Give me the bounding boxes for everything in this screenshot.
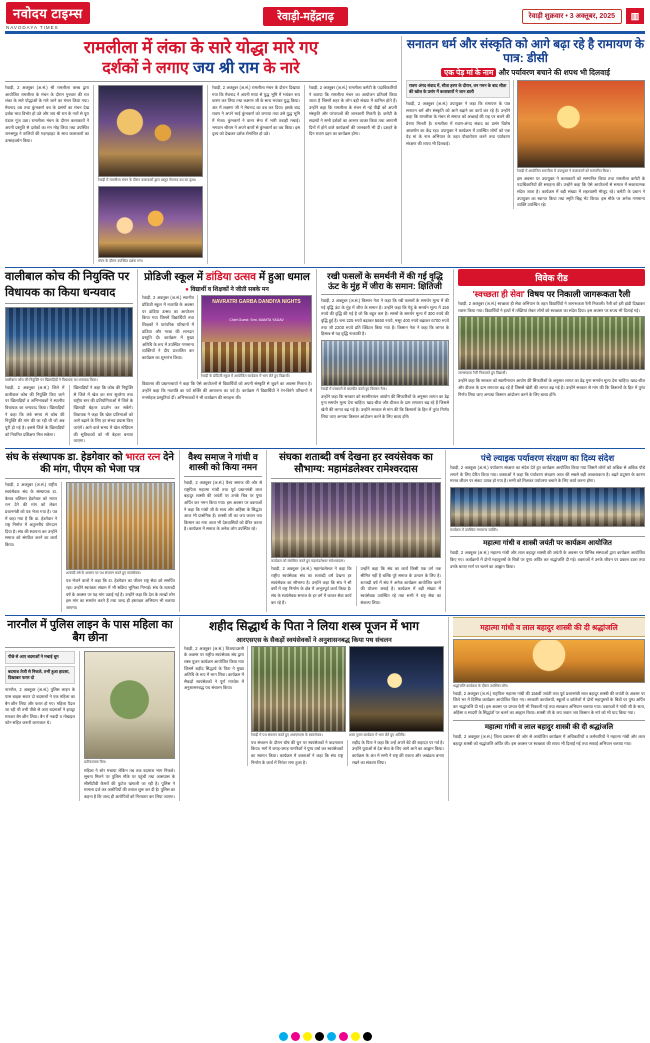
divider bbox=[271, 478, 441, 479]
vivek-rail bbox=[458, 269, 645, 445]
msp-col1: रेवाड़ी, 2 अक्तूबर (अ.सं.) किसान नेता ने कहा कि रबी फसलों के समर्थन मूल्य में की गई वृद्धि ऊंट के मुंह में जीरा के समान है। उन्होंने कहा कि गेहूं के समर्थन मूल्य में 150 रुपये की वृद्धि की गई है जो कि बहुत कम है। सरसों के समर्थन मूल्य में 300 रुपये की वृद्धि हुई है। चना 225 रुपये बढ़ाकर 5650 रुपये, मसूर 400 रुपये बढ़ाकर 6700 रुपये तथा जौ 2200 रुपये प्रति क्विंटल किया गया है। किसान नेता ने कहा कि लागत के हिसाब से यह वृद्धि नाकाफी है। bbox=[321, 298, 449, 337]
msp-story bbox=[321, 269, 449, 445]
narnaul-bullet-1: पीछे से आए बदमाशों ने मचाई धूम bbox=[5, 651, 75, 663]
vaishya-story bbox=[184, 450, 262, 612]
narnaul-bullet-2: बदमाश तेजी से निकले, तभी हुआ हादसा, दिखाकर फरार दो bbox=[5, 666, 75, 685]
lead-photo-2 bbox=[98, 186, 203, 258]
section-rule-3 bbox=[5, 615, 645, 616]
volleyball-story bbox=[5, 269, 133, 445]
lead-col2-text: रेवाड़ी, 2 अक्तूबर (अ.सं.) रामलीला मंचन के दौरान दिखाया गया कि मेघनाद ने अपनी माया से युद्ध भूमि में भयंकर रूप धारण कर लिया तथा लक्ष्मण जी के साथ भयंकर युद्ध किया। अंत में लक्ष्मण जी ने मेघनाद का वध कर दिया। इसके बाद रावण ने अपने भाई कुंभकर्ण को जगाया तथा उसे युद्ध भूमि में भेजा। कुंभकर्ण ने वानर सेना में भारी तबाही मचाई। भगवान श्रीराम ने अपने बाणों से कुंभकर्ण का वध किया। इस दृश्य को देखकर दर्शक रोमांचित हो उठे। bbox=[212, 84, 300, 137]
msp-col2: उन्होंने कहा कि सरकार को स्वामीनाथन आयोग की सिफारिशों के अनुसार लागत का डेढ़ गुना समर्थन मूल्य देना चाहिए। खाद-बीज और डीजल के दाम लगातार बढ़ रहे हैं जिससे खेती की लागत बढ़ गई है। उन्होंने सरकार से मांग की कि किसानों के हित में तुरंत निर्णय लिया जाए अन्यथा किसान आंदोलन करने के लिए बाध्य होंगे। bbox=[321, 393, 449, 419]
lead-photo-1-caption: रेवाड़ी में रामलीला मंचन के दौरान कलाकारों द्वारा प्रस्तुत मेघनाद वध का दृश्य। bbox=[98, 177, 197, 182]
vivek-box-label: विवेक रीड bbox=[458, 269, 645, 286]
narnaul-col2: महिला ने शोर मचाया लेकिन तब तक बदमाश भाग निकले। सूचना मिलने पर पुलिस मौके पर पहुंची तथा आसपास के सीसीटीवी कैमरों की फुटेज खंगाली जा रही है। पुलिस ने मामला दर्ज कर आरोपियों की तलाश शुरू कर दी है। पुलिस का कहना है कि जल्द ही आरोपियों को गिरफ्तार कर लिया जाएगा। bbox=[84, 767, 175, 799]
sangh-photo bbox=[66, 482, 175, 570]
sangh-headline-red: भारत रत्न bbox=[125, 451, 161, 463]
siddharth-photo-1-caption: रेवाड़ी में पथ संचलन करते हुए आरएसएस के स्वयंसेवक। bbox=[251, 732, 323, 737]
siddharth-subhead: आरएसएस के सैकड़ों स्वयंसेवकों ने अनुशासनबद्ध किया पथ संचलन bbox=[236, 636, 392, 644]
narnaul-headline: नारनौल में पुलिस लाइन के पास महिला का बैग छीना bbox=[7, 618, 173, 644]
dc-subhead bbox=[406, 68, 645, 78]
paryavaran-body: रेवाड़ी, 2 अक्तूबर (अ.सं.) पर्यावरण संरक्षण का संदेश देते हुए कार्यक्रम आयोजित किया गया जिसमें लोगों को अधिक से अधिक पौधे लगाने के लिए प्रेरित किया गया। वक्ताओं ने कहा कि पर्यावरण संरक्षण आज की सबसे बड़ी आवश्यकता है। बढ़ते प्रदूषण के कारण मानव जीवन पर संकट उत्पन्न हो गया है। सभी को मिलकर पर्यावरण बचाने के लिए कार्य करना होगा। bbox=[450, 464, 645, 484]
masthead bbox=[0, 0, 650, 30]
volleyball-col1: रेवाड़ी, 2 अक्तूबर (अ.सं.) जिले में वालीबाल कोच की नियुक्ति किए जाने पर खिलाड़ियों व अभिभावकों ने स्थानीय विधायक का धन्यवाद किया। खिलाड़ियों ने कहा कि लंबे समय से कोच की नियुक्ति की मांग की जा रही थी जो अब पूरी हो गई है। इससे जिले के खिलाड़ियों को नियमित प्रशिक्षण मिल सकेगा। bbox=[5, 385, 65, 437]
divider bbox=[5, 647, 175, 648]
dc-col1-text: रेवाड़ी, 2 अक्तूबर (अ.सं.) उपायुक्त ने कहा कि रामायण के पात्र सनातन धर्म और संस्कृति को आगे बढ़ाने का कार्य कर रहे हैं। उन्होंने कहा कि रामलीला के मंचन से समाज को अच्छाई की राह पर चलने की प्रेरणा मिलती है। रामलीला में रावण-अंगद संवाद का प्रसंग विशेष आकर्षण का केंद्र रहा। उपायुक्त ने कार्यक्रम में उपस्थित लोगों को एक पेड़ मां के नाम अभियान के तहत पौधारोपण करने तथा पर्यावरण संरक्षण की शपथ भी दिलवाई। bbox=[406, 101, 510, 146]
lead-headline-2-pre: दर्शकों ने लगाए bbox=[102, 59, 194, 77]
top-section bbox=[0, 36, 650, 264]
prodigy-headline-pre: प्रोडिजी स्कूल में bbox=[144, 271, 206, 283]
paryavaran-photo-caption: कार्यक्रम में उपस्थित गणमान्य व्यक्ति। bbox=[450, 527, 498, 532]
prodigy-banner-sub: Chief Guest: Smt. MAMTA YADAV bbox=[229, 318, 284, 323]
divider bbox=[321, 294, 449, 295]
divider bbox=[5, 303, 133, 304]
publication-logo bbox=[6, 2, 90, 30]
bottom-section bbox=[0, 617, 650, 801]
msp-photo bbox=[321, 340, 449, 386]
prodigy-subhead: ● विद्यार्थी व शिक्षकों ने जीती सबके मन bbox=[185, 287, 269, 294]
logo-title: नवोदय टाइम्स bbox=[6, 2, 90, 24]
msp-headline: रखी फसलों के समर्थनी में की गई वृद्धि ऊंट के मुंह में जीरा के समान: क्षितिजी bbox=[327, 271, 443, 292]
prodigy-col1: रेवाड़ी, 2 अक्तूबर (अ.सं.) स्थानीय प्रोडिजी स्कूल में नवरात्रि के अवसर पर डांडिया उत्सव का आयोजन किया गया जिसमें विद्यार्थियों तथा शिक्षकों ने पारंपरिक परिधानों में डांडिया और गरबा की शानदार प्रस्तुति दी। कार्यक्रम में मुख्य अतिथि के रूप में उपस्थित गणमान्य व्यक्तियों ने दीप प्रज्वलित कर कार्यक्रम का शुभारंभ किया। bbox=[142, 295, 194, 360]
volleyball-headline-1: वालीबाल कोच की नियुक्ति पर bbox=[5, 271, 130, 283]
shatabdi-photo-caption: कार्यक्रम को संबोधित करते हुए महामंडलेश्वर रामेश्वरदास। bbox=[271, 559, 345, 564]
shatabdi-col1: रेवाड़ी, 2 अक्तूबर (अ.सं.) महामंडलेश्वर ने कहा कि राष्ट्रीय स्वयंसेवक संघ का शताब्दी वर्ष देखना हर स्वयंसेवक का सौभाग्य है। उन्होंने कहा कि संघ ने सौ वर्षों में राष्ट्र निर्माण के क्षेत्र में अभूतपूर्व कार्य किया है। संघ के स्वयंसेवक समाज के हर वर्ग में जाकर सेवा कार्य कर रहे हैं। bbox=[271, 566, 352, 605]
bapu-photo bbox=[453, 639, 645, 683]
volleyball-photo bbox=[5, 307, 133, 377]
sangh-headline-pre: संघ के संस्थापक डा. हेडगेवार को bbox=[6, 451, 126, 463]
prodigy-photo-caption: रेवाड़ी के प्रोडिजी स्कूल में आयोजित कार्यक्रम में भाग लेते हुए विद्यार्थी। bbox=[201, 374, 290, 379]
sangh-photo-caption: शताब्दी वर्ष के अवसर पर पथ संचलन करते हुए स्वयंसेवक। bbox=[66, 571, 142, 576]
sangh-story bbox=[5, 450, 175, 612]
vivek-headline bbox=[458, 289, 645, 299]
divider bbox=[453, 720, 645, 721]
msp-photo-caption: रेवाड़ी में पत्रकारों से बातचीत करते हुए किसान नेता। bbox=[321, 386, 387, 391]
lead-headline-2-accent: जय श्री राम bbox=[193, 59, 259, 77]
sangh-headline-post: देने की मांग, पीएम को भेजा पत्र bbox=[40, 451, 174, 475]
shatabdi-story bbox=[271, 450, 441, 612]
dc-headline: सनातन धर्म और संस्कृति को आगे बढ़ा रहे है रामायण के पात्र: डीसी bbox=[406, 37, 645, 65]
narnaul-col1: नारनौल, 2 अक्तूबर (अ.सं.) पुलिस लाइन के पास बाइक सवार दो बदमाशों ने एक महिला का बैग छीन लिया और फरार हो गए। महिला पैदल जा रही थी तभी पीछे से आए बदमाशों ने झपट्टा मारकर बैग छीन लिया। बैग में नकदी व मोबाइल फोन सहित जरूरी कागजात थे। bbox=[5, 687, 75, 726]
vivek-body-cont: उन्होंने कहा कि सरकार को स्वामीनाथन आयोग की सिफारिशों के अनुसार लागत का डेढ़ गुना समर्थन मूल्य देना चाहिए। खाद-बीज और डीजल के दाम लगातार बढ़ रहे हैं जिससे खेती की लागत बढ़ गई है। उन्होंने सरकार से मांग की कि किसानों के हित में तुरंत निर्णय लिया जाए अन्यथा किसान आंदोलन करने के लिए बाध्य होंगे। bbox=[458, 378, 645, 397]
masthead-rule bbox=[5, 31, 645, 34]
bapu-sub2-headline: महात्मा गांधी व लाल बहादुर शास्त्री की दी श्रद्धांजलि bbox=[484, 724, 614, 732]
paryavaran-photo bbox=[450, 487, 645, 527]
siddharth-photo-2-caption: शस्त्र पूजन कार्यक्रम में भाग लेते हुए अतिथि। bbox=[349, 732, 406, 737]
prodigy-headline bbox=[142, 271, 312, 283]
lead-col-1 bbox=[5, 85, 89, 264]
siddharth-story bbox=[184, 617, 444, 801]
prodigy-subhead-text: विद्यार्थी व शिक्षकों ने जीती सबके मन bbox=[190, 287, 269, 294]
lead-headline-2-post: के नारे bbox=[258, 59, 300, 77]
flag-icon: ▥ bbox=[626, 8, 644, 24]
dc-photo-caption: रेवाड़ी में आयोजित रामलीला में उपायुक्त ने कलाकारों को सम्मानित किया। bbox=[517, 168, 611, 173]
dc-bullet-1: रावण अंगद संवाद में, सीता हरण के दौरान, वन गमन के बाद सीता की खोज के प्रसंग में कलाकारों ने जान डाली bbox=[406, 80, 510, 99]
siddharth-col2: पथ संचलन के दौरान घोष की धुन पर स्वयंसेवकों ने कदमताल किया। मार्ग में जगह-जगह नागरिकों ने पुष्प वर्षा कर स्वयंसेवकों का स्वागत किया। कार्यक्रम में वक्ताओं ने कहा कि संघ राष्ट्र निर्माण के कार्य में निरंतर लगा हुआ है। bbox=[251, 739, 343, 765]
lead-headline-2 bbox=[5, 60, 397, 78]
shatabdi-headline: संघका शताब्दी वर्ष देखना हर स्वयंसेवक का सौभाग्य: महामंडलेश्वर रामेश्वरदास bbox=[279, 451, 433, 475]
lead-headline-1: रामलीला में लंका के सारे योद्धा मारे गए bbox=[83, 38, 319, 57]
lead-col-3 bbox=[309, 85, 397, 264]
prodigy-headline-post: में हुआ धमाल bbox=[256, 271, 310, 283]
divider bbox=[184, 476, 262, 477]
volleyball-col2: खिलाड़ियों ने कहा कि कोच की नियुक्ति से जिले में खेल का स्तर सुधरेगा तथा राष्ट्रीय स्तर की प्रतियोगिताओं में जिले के खिलाड़ी बेहतर प्रदर्शन कर सकेंगे। विधायक ने कहा कि खेल प्रतिभाओं को आगे बढ़ाने के लिए हर संभव प्रयास किए जाएंगे। आने वाले समय में खेल स्टेडियम की सुविधाओं को भी बेहतर बनाया जाएगा। bbox=[73, 385, 133, 444]
sangh-headline bbox=[5, 452, 175, 476]
vivek-photo bbox=[458, 316, 645, 370]
dc-photo bbox=[517, 80, 645, 168]
narnaul-photo-caption: प्रतीकात्मक चित्र। bbox=[84, 760, 107, 765]
vivek-headline-post: विषय पर निकाली जागरूकता रैली bbox=[524, 289, 631, 299]
third-section bbox=[0, 450, 650, 612]
dc-col2-text: इस अवसर पर उपायुक्त ने कलाकारों को सम्मानित किया तथा रामलीला कमेटी के पदाधिकारियों की सराहना की। उन्होंने कहा कि ऐसे आयोजनों से समाज में सकारात्मक संदेश जाता है। कार्यक्रम में बड़ी संख्या में शहरवासी मौजूद रहे। कमेटी के प्रधान ने उपायुक्त का स्वागत किया तथा स्मृति चिह्न भेंट किया। इस मौके पर अनेक गणमान्य व्यक्ति उपस्थित रहे। bbox=[517, 175, 645, 208]
prodigy-photo bbox=[201, 295, 312, 373]
dc-subhead-accent: एक पेड़ मां के नाम bbox=[441, 68, 496, 77]
issue-date: रेवाड़ी शुक्रवार • 3 अक्तूबर, 2025 bbox=[522, 9, 622, 24]
section-rule-1 bbox=[5, 267, 645, 268]
sangh-col1: रेवाड़ी, 2 अक्तूबर (अ.सं.) राष्ट्रीय स्वयंसेवक संघ के संस्थापक डा. केशव बलिराम हेडगेवार को भारत रत्न देने की मांग को लेकर प्रधानमंत्री को पत्र भेजा गया है। पत्र में कहा गया है कि डा. हेडगेवार ने राष्ट्र निर्माण में अतुलनीय योगदान दिया है। संघ की स्थापना कर उन्होंने समाज को संगठित करने का कार्य किया। bbox=[5, 482, 57, 547]
divider bbox=[5, 81, 397, 82]
siddharth-headline: शहीद सिद्धार्थ के पिता ने लिया शस्त्र पूजन में भाग bbox=[209, 618, 419, 633]
second-section bbox=[0, 269, 650, 445]
cmyk-registration-bar bbox=[0, 1032, 650, 1041]
lead-col3-text: रेवाड़ी, 2 अक्तूबर (अ.सं.) रामलीला कमेटी के पदाधिकारियों ने बताया कि रामलीला मंचन का आयोजन प्रतिवर्ष किया जाता है जिसमें शहर के लोग बड़ी संख्या में शामिल होते हैं। उन्होंने कहा कि रामलीला के मंचन से नई पीढ़ी को अपनी संस्कृति और परंपराओं की जानकारी मिलती है। कमेटी के सदस्यों ने सभी दर्शकों का आभार व्यक्त किया तथा आगामी दिनों में होने वाले कार्यक्रमों की जानकारी भी दी। दशहरे के दिन रावण दहन का कार्यक्रम होगा। bbox=[309, 84, 397, 137]
lead-photo-1 bbox=[98, 85, 203, 177]
paryavaran-headline: पंचे ल्याइक पर्यावरण संरक्षण का दिव्य संदेश bbox=[480, 452, 615, 463]
bapu-body: रेवाड़ी, 2 अक्तूबर (अ.सं.) राष्ट्रपिता महात्मा गांधी की 156वीं जयंती तथा पूर्व प्रधानमंत्री लाल बहादुर शास्त्री की जयंती के अवसर पर जिले भर में विभिन्न कार्यक्रम आयोजित किए गए। सरकारी कार्यालयों, स्कूलों व कॉलेजों में दोनों महापुरुषों के चित्रों पर पुष्प अर्पित कर श्रद्धांजलि दी गई। इस अवसर पर प्रभात फेरी भी निकाली गई तथा स्वच्छता अभियान चलाया गया। वक्ताओं ने गांधी जी के सत्य, अहिंसा व सादगी के सिद्धांतों पर चलने का आह्वान किया। शास्त्री जी के जय जवान जय किसान के नारे को भी याद किया गया। bbox=[453, 690, 645, 716]
bapu-headline: महात्मा गांधी व लाल बहादुर शास्त्री की दी श्रद्धांजलि bbox=[480, 622, 618, 632]
masthead-right bbox=[522, 8, 644, 24]
paryavaran-rail bbox=[450, 450, 645, 612]
dc-bullet-box bbox=[406, 80, 510, 209]
siddharth-col1: रेवाड़ी, 2 अक्तूबर (अ.सं.) विजयादशमी के अवसर पर राष्ट्रीय स्वयंसेवक संघ द्वारा शस्त्र पूजन कार्यक्रम आयोजित किया गया जिसमें शहीद सिद्धार्थ के पिता ने मुख्य अतिथि के रूप में भाग लिया। कार्यक्रम में सैकड़ों स्वयंसेवकों ने पूर्ण गणवेश में अनुशासनबद्ध पथ संचलन किया। bbox=[184, 645, 245, 691]
shatabdi-col2: उन्होंने कहा कि संघ का कार्य किसी एक वर्ग तक सीमित नहीं है बल्कि पूरे समाज के उत्थान के लिए है। शताब्दी वर्ष में संघ ने अनेक कार्यक्रम आयोजित करने की योजना बनाई है। कार्यक्रम में बड़ी संख्या में स्वयंसेवक उपस्थित रहे तथा सभी ने राष्ट्र सेवा का संकल्प लिया। bbox=[360, 566, 441, 605]
dc-story bbox=[406, 36, 645, 264]
dc-subhead-post: और पर्यावरण बचाने की शपथ भी दिलवाई bbox=[496, 67, 610, 77]
logo-subtitle: NAVODAYA TIMES bbox=[6, 25, 59, 30]
siddharth-photo-1 bbox=[251, 646, 346, 732]
lead-center bbox=[98, 85, 203, 264]
vivek-headline-red: 'स्वच्छता ही सेवा' bbox=[472, 289, 525, 299]
prodigy-col2: विद्यालय की प्रधानाचार्या ने कहा कि ऐसे आयोजनों से विद्यार्थियों को अपनी संस्कृति से जुड़ने का अवसर मिलता है। उन्होंने कहा कि नवरात्रि का पर्व शक्ति की आराधना का पर्व है। कार्यक्रम में विद्यार्थियों ने रंग-बिरंगे परिधानों में मनमोहक प्रस्तुतियां दीं। अभिभावकों ने भी कार्यक्रम की सराहना की। bbox=[142, 381, 312, 400]
lead-col-2 bbox=[212, 85, 300, 264]
bapu-sub2-body: रेवाड़ी, 2 अक्तूबर (अ.सं.) जिला प्रशासन की ओर से आयोजित कार्यक्रम में अधिकारियों व कर्मचारियों ने महात्मा गांधी और लाल बहादुर शास्त्री को श्रद्धांजलि अर्पित की। इस अवसर पर स्वच्छता की शपथ भी दिलाई गई तथा सफाई अभियान चलाया गया। bbox=[453, 734, 645, 747]
prodigy-headline-accent: डांडिया उत्सव bbox=[205, 271, 256, 283]
volleyball-headline-2: विधायक का किया धन्यवाद bbox=[5, 286, 116, 299]
vaishya-body: रेवाड़ी, 2 अक्तूबर (अ.सं.) वैश्य समाज की ओर से राष्ट्रपिता महात्मा गांधी तथा पूर्व प्रधानमंत्री लाल बहादुर शास्त्री की जयंती पर उनके चित्र पर पुष्प अर्पित कर नमन किया गया। इस अवसर पर वक्ताओं ने कहा कि गांधी जी के सत्य और अहिंसा के सिद्धांत आज भी प्रासंगिक हैं। शास्त्री जी का जय जवान जय किसान का नारा आज भी देशवासियों को प्रेरित करता है। कार्यक्रम में समाज के अनेक लोग उपस्थित रहे। bbox=[184, 480, 262, 532]
narnaul-left bbox=[5, 651, 75, 800]
volleyball-photo-caption: वालीबाल कोच की नियुक्ति पर खिलाड़ियों ने विधायक का धन्यवाद किया। bbox=[5, 378, 98, 383]
prodigy-story bbox=[142, 269, 312, 445]
edition-name: रेवाड़ी-महेंद्रगढ़ bbox=[263, 7, 348, 26]
paryavaran-sub-body: रेवाड़ी, 2 अक्तूबर (अ.सं.) महात्मा गांधी और लाल बहादुर शास्त्री की जयंती के अवसर पर विभिन्न संस्थाओं द्वारा कार्यक्रम आयोजित किए गए। कार्यक्रमों में दोनों महापुरुषों के चित्रों पर पुष्प अर्पित कर श्रद्धांजलि दी गई। वक्ताओं ने उनके जीवन पर प्रकाश डाला तथा उनके बताए मार्ग पर चलने का आह्वान किया। bbox=[450, 550, 645, 569]
lead-story bbox=[5, 36, 397, 264]
sangh-col2: पत्र भेजने वालों ने कहा कि डा. हेडगेवार का जीवन राष्ट्र सेवा को समर्पित रहा। उन्होंने स्वतंत्रता संग्राम में भी सक्रिय भूमिका निभाई। संघ के शताब्दी वर्ष के अवसर पर यह मांग उठाई गई है। उन्होंने कहा कि देश के लाखों लोग इस मांग का समर्थन करते हैं तथा जल्द ही हस्ताक्षर अभियान भी चलाया जाएगा। bbox=[66, 578, 175, 610]
vivek-body: रेवाड़ी, 2 अक्तूबर (अ.सं.) स्वच्छता ही सेवा अभियान के तहत विद्यार्थियों ने जागरूकता रैली निकाली। रैली को हरी झंडी दिखाकर रवाना किया गया। विद्यार्थियों ने हाथों में तख्तियां लेकर लोगों को स्वच्छता का संदेश दिया। इस अवसर पर शपथ भी दिलाई गई। bbox=[458, 301, 645, 313]
shatabdi-photo bbox=[271, 482, 441, 558]
narnaul-photo bbox=[84, 651, 175, 759]
bapu-photo-caption: श्रद्धांजलि कार्यक्रम के दौरान उपस्थित लोग। bbox=[453, 683, 509, 688]
divider bbox=[450, 536, 645, 537]
narnaul-story bbox=[5, 617, 175, 801]
divider bbox=[5, 478, 175, 479]
bapu-rail bbox=[453, 617, 645, 801]
siddharth-col3: शहीद के पिता ने कहा कि उन्हें अपने बेटे की शहादत पर गर्व है। उन्होंने युवाओं से देश सेवा के लिए आगे आने का आह्वान किया। कार्यक्रम के अंत में सभी ने राष्ट्र की एकता और अखंडता बनाए रखने का संकल्प लिया। bbox=[352, 739, 444, 765]
dc-right bbox=[517, 80, 645, 209]
lead-col1-text: रेवाड़ी, 2 अक्तूबर (अ.सं.) श्री रामलीला क्लब द्वारा आयोजित रामलीला के मंचन के दौरान गुरुवार की रात लंका के सारे योद्धाओं के मारे जाने का मंचन किया गया। मेघनाद वध तथा कुंभकर्ण वध के प्रसंगों का मंचन देख दर्शक भाव विभोर हो उठे और जय श्री राम के नारों से पूरा पंडाल गूंज उठा। रामलीला मंचन के दौरान कलाकारों ने अपनी प्रस्तुति से दर्शकों का मन मोह लिया तथा उपस्थित जनसमूह ने तालियों की गड़गड़ाहट के साथ कलाकारों का उत्साहवर्धन किया। bbox=[5, 84, 89, 143]
lead-photo-2-caption: मंचन के दौरान उपस्थित दर्शक गण। bbox=[98, 258, 144, 263]
section-rule-2 bbox=[5, 448, 645, 449]
vaishya-headline: वैश्य समाज ने गांधी व शास्त्री को किया नमन bbox=[188, 451, 258, 473]
siddharth-photo-2 bbox=[349, 646, 444, 732]
vivek-photo-caption: जागरूकता रैली निकालते हुए विद्यार्थी। bbox=[458, 371, 507, 376]
prodigy-banner-title: NAVRATRI GARBA DANDIYA NIGHTS bbox=[212, 299, 301, 306]
paryavaran-sub-headline: महात्मा गांधी व शास्त्री जयंती पर कार्यक्रम आयोजित bbox=[483, 539, 612, 547]
